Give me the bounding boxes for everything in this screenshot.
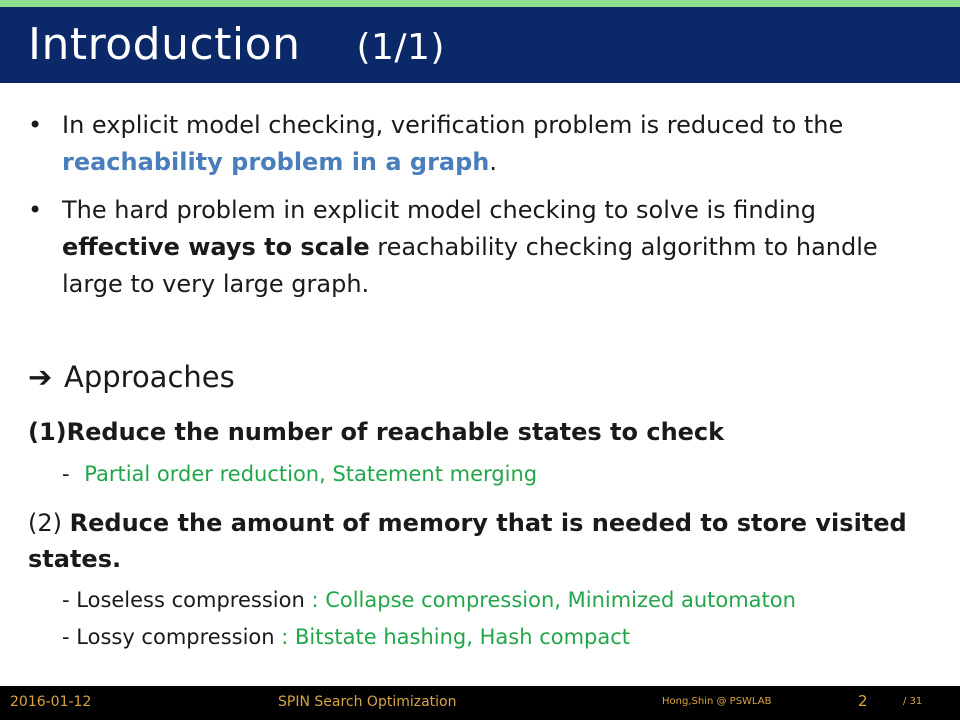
step-2-item-1-label: Loseless compression [76, 588, 305, 612]
step-2-item-1 [62, 588, 796, 612]
arrow-right-icon: ➔ [28, 360, 53, 394]
bullet-2-before: The hard problem in explicit model checking to solve is finding [62, 196, 816, 224]
footer-page-number: 2 [858, 692, 868, 710]
bullet-1-after: . [489, 148, 498, 176]
step-2-heading [28, 505, 928, 577]
bullet-2-after: reachability checking algorithm to handle large to very large graph. [62, 233, 878, 298]
top-accent-bar [0, 0, 960, 7]
bullet-marker: • [28, 111, 43, 139]
dash: - [62, 462, 70, 486]
bullet-marker: • [28, 196, 43, 224]
step-2-text: Reduce the amount of memory that is needed to store visited states. [28, 509, 907, 573]
step-2-item-2 [62, 625, 630, 649]
footer-topic: SPIN Search Optimization [278, 694, 457, 710]
footer-author: Hong,Shin @ PSWLAB [662, 696, 772, 707]
bullet-1-before: In explicit model checking, verification problem is reduced to the [62, 111, 844, 139]
step-1-subitem-text: Partial order reduction, Statement merging [84, 462, 538, 486]
bullet-1 [28, 107, 918, 181]
bullet-2-highlight: effective ways to scale [62, 233, 370, 261]
bullet-1-text [62, 107, 918, 181]
step-1-subitem [62, 462, 537, 486]
title-bar [0, 7, 960, 83]
separator: : [274, 625, 296, 649]
approaches-heading [28, 360, 235, 394]
dash: - [62, 588, 70, 612]
bullet-2 [28, 192, 918, 303]
dash: - [62, 625, 70, 649]
footer-date: 2016-01-12 [10, 694, 92, 710]
slide-title-sub: (1/1) [356, 27, 445, 68]
bullet-1-highlight: reachability problem in a graph [62, 148, 490, 176]
bullet-2-text [62, 192, 918, 303]
step-2-item-1-value: Collapse compression, Minimized automaton [325, 588, 796, 612]
slide-title [28, 19, 445, 70]
separator: : [304, 588, 326, 612]
approaches-label: Approaches [64, 360, 235, 394]
step-2-item-2-value: Bitstate hashing, Hash compact [295, 625, 631, 649]
slide-footer [0, 686, 960, 720]
footer-page-total: / 31 [903, 696, 923, 707]
slide-title-main: Introduction [28, 19, 301, 70]
step-2-prefix: (2) [28, 509, 70, 537]
step-2-item-2-label: Lossy compression [76, 625, 275, 649]
step-1-heading: (1)Reduce the number of reachable states to check [28, 418, 725, 446]
